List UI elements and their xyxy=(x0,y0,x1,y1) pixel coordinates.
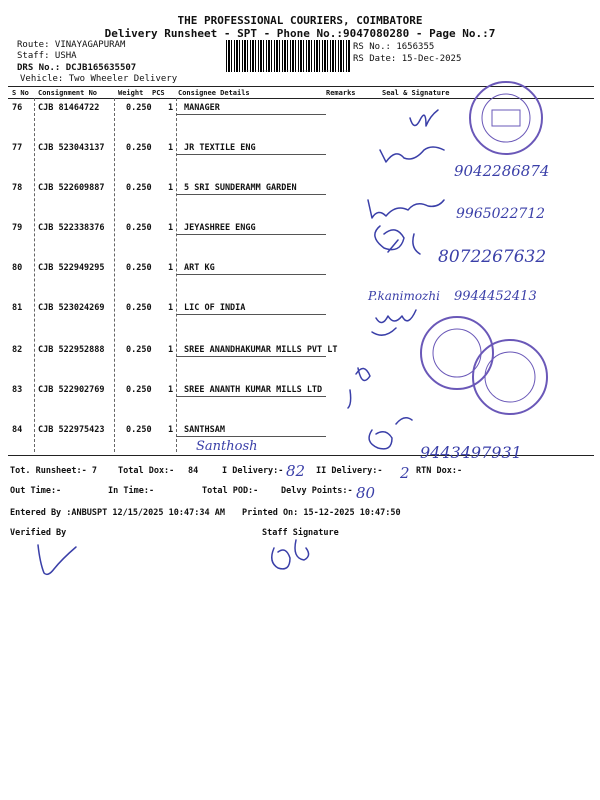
row-weight: 0.250 xyxy=(126,345,152,355)
company-title: THE PROFESSIONAL COURIERS, COIMBATORE xyxy=(177,14,423,27)
row-underline xyxy=(176,114,326,115)
row-pcs: 1 xyxy=(168,345,174,355)
row-consignment-no: CJB 522952888 xyxy=(38,345,105,355)
runsheet-subtitle: Delivery Runsheet - SPT - Phone No.:9047080280 - Page No.:7 xyxy=(104,27,496,40)
vehicle-label: Vehicle: Two Wheeler Delivery xyxy=(20,74,178,84)
row-sno: 76 xyxy=(12,103,23,113)
col-sno: S No xyxy=(12,89,29,97)
route-label: Route: VINAYAGAPURAM xyxy=(17,40,126,50)
phone-78: 9965022712 xyxy=(456,206,546,222)
col-consignment: Consignment No xyxy=(38,89,98,97)
staff-label: Staff: USHA xyxy=(17,51,77,61)
row-consignee: ART KG xyxy=(184,263,215,273)
phone-81: 9944452413 xyxy=(454,289,537,304)
row-consignee: LIC OF INDIA xyxy=(184,303,246,313)
drs-number: DRS No.: DCJB165635507 xyxy=(17,63,137,73)
row-weight: 0.250 xyxy=(126,303,152,313)
out-time: Out Time:- xyxy=(10,486,62,496)
row-pcs: 1 xyxy=(168,223,174,233)
entered-by: Entered By :ANBUSPT 12/15/2025 10:47:34 AM xyxy=(10,508,225,518)
delvy-points-value: 80 xyxy=(356,484,376,502)
row-consignee: MANAGER xyxy=(184,103,220,113)
col-pcs: PCS xyxy=(152,89,165,97)
row-sno: 78 xyxy=(12,183,23,193)
row-weight: 0.250 xyxy=(126,263,152,273)
col-weight: Weight xyxy=(118,89,144,97)
row-consignment-no: CJB 522609887 xyxy=(38,183,105,193)
company-seal-stamp xyxy=(470,82,542,154)
row-weight: 0.250 xyxy=(126,223,152,233)
table-bottom-rule xyxy=(8,455,594,456)
row-consignment-no: CJB 522949295 xyxy=(38,263,105,273)
signature-81 xyxy=(372,310,416,335)
row-underline xyxy=(176,314,326,315)
signature-78 xyxy=(368,200,444,218)
col-remarks: Remarks xyxy=(326,89,356,97)
signature-79 xyxy=(375,226,420,254)
col-separator xyxy=(176,98,177,452)
row-pcs: 1 xyxy=(168,425,174,435)
col-seal: Seal & Signature xyxy=(382,89,450,97)
row-consignee: JEYASHREE ENGG xyxy=(184,223,256,233)
i-delivery-value: 82 xyxy=(286,462,306,480)
row-underline xyxy=(176,356,326,357)
row-weight: 0.250 xyxy=(126,143,152,153)
row-underline xyxy=(176,396,326,397)
rtn-dox-label: RTN Dox:- xyxy=(416,466,463,476)
row-consignee: JR TEXTILE ENG xyxy=(184,143,256,153)
row-consignment-no: CJB 81464722 xyxy=(38,103,100,113)
row-pcs: 1 xyxy=(168,183,174,193)
row-pcs: 1 xyxy=(168,143,174,153)
row-consignment-no: CJB 523024269 xyxy=(38,303,105,313)
ii-delivery-value: 2 xyxy=(400,464,410,482)
row-underline xyxy=(176,194,326,195)
table-header-rule xyxy=(8,98,594,99)
col-separator xyxy=(114,98,115,452)
row-consignment-no: CJB 522902769 xyxy=(38,385,105,395)
col-separator xyxy=(34,98,35,452)
row-pcs: 1 xyxy=(168,303,174,313)
row-sno: 82 xyxy=(12,345,23,355)
row-weight: 0.250 xyxy=(126,425,152,435)
ii-delivery-label: II Delivery:- xyxy=(316,466,383,476)
total-runsheet: Tot. Runsheet:- 7 xyxy=(10,466,97,476)
row-consignee: SANTHSAM xyxy=(184,425,225,435)
mills-seal-stamp xyxy=(473,340,547,414)
row-sno: 77 xyxy=(12,143,23,153)
row-consignment-no: CJB 522338376 xyxy=(38,223,105,233)
row-weight: 0.250 xyxy=(126,103,152,113)
phone-79: 8072267632 xyxy=(438,247,547,267)
staff-signature xyxy=(272,540,309,569)
name-81: P.kanimozhi xyxy=(368,289,440,303)
row-underline xyxy=(176,234,326,235)
col-consignee: Consignee Details xyxy=(178,89,250,97)
mills-seal-stamp xyxy=(421,317,493,389)
row-consignee: SREE ANANDHAKUMAR MILLS PVT LT xyxy=(184,345,338,355)
verified-signature xyxy=(38,545,76,574)
printed-on: Printed On: 15-12-2025 10:47:50 xyxy=(242,508,401,518)
i-delivery-label: I Delivery:- xyxy=(222,466,284,476)
row-sno: 79 xyxy=(12,223,23,233)
row-underline xyxy=(176,274,326,275)
in-time: In Time:- xyxy=(108,486,155,496)
row-underline xyxy=(176,154,326,155)
row-consignee: SREE ANANTH KUMAR MILLS LTD xyxy=(184,385,323,395)
signature-83 xyxy=(348,368,370,408)
verified-by-label: Verified By xyxy=(10,528,67,538)
row-consignment-no: CJB 522975423 xyxy=(38,425,105,435)
total-dox-value: 84 xyxy=(188,466,199,476)
name-84: Santhosh xyxy=(196,439,258,454)
signature-84 xyxy=(369,418,412,449)
row-sno: 84 xyxy=(12,425,23,435)
row-weight: 0.250 xyxy=(126,183,152,193)
rs-date: RS Date: 15-Dec-2025 xyxy=(353,54,462,64)
staff-signature-label: Staff Signature xyxy=(262,528,339,538)
signature-77 xyxy=(380,147,444,162)
row-consignment-no: CJB 523043137 xyxy=(38,143,105,153)
total-pod: Total POD:- xyxy=(202,486,259,496)
row-sno: 83 xyxy=(12,385,23,395)
row-pcs: 1 xyxy=(168,263,174,273)
table-top-rule xyxy=(8,86,594,87)
row-pcs: 1 xyxy=(168,103,174,113)
rs-number: RS No.: 1656355 xyxy=(353,42,435,52)
phone-84: 9443497931 xyxy=(420,443,522,462)
barcode xyxy=(226,40,350,72)
row-weight: 0.250 xyxy=(126,385,152,395)
signature-76 xyxy=(410,110,438,126)
row-sno: 80 xyxy=(12,263,23,273)
total-dox-label: Total Dox:- xyxy=(118,466,175,476)
row-consignee: 5 SRI SUNDERAMM GARDEN xyxy=(184,183,297,193)
phone-77: 9042286874 xyxy=(454,162,550,180)
row-sno: 81 xyxy=(12,303,23,313)
row-pcs: 1 xyxy=(168,385,174,395)
row-underline xyxy=(176,436,326,437)
delvy-points-label: Delvy Points:- xyxy=(281,486,353,496)
